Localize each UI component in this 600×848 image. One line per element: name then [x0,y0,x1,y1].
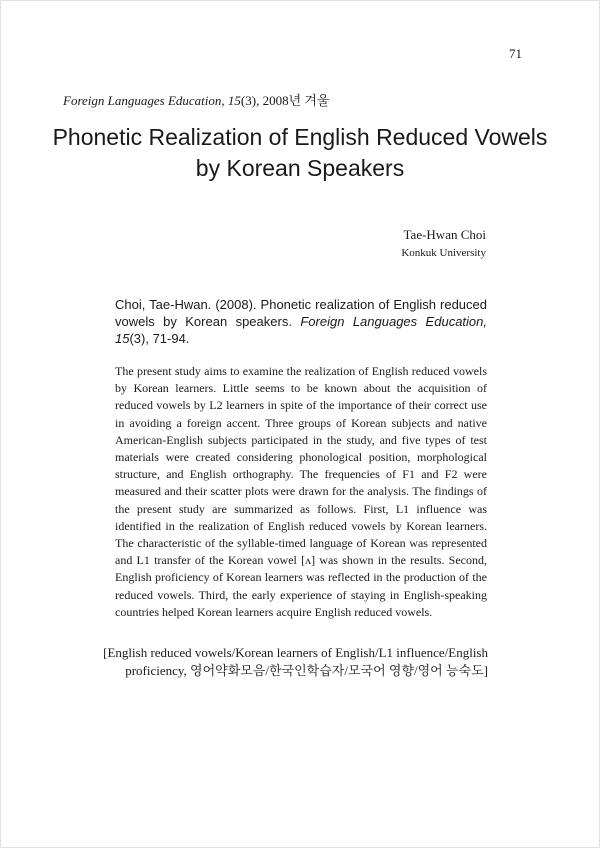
keywords: [English reduced vowels/Korean learners of English/L1 influence/English proficiency, 영어약화모음/한국인학습자/모국어 영향/영어 능숙도] [103,645,488,678]
article-title-line-1: Phonetic Realization of English Reduced Vowels [52,124,548,150]
citation-prefix: Choi, Tae-Hwan. (2008). Phonetic realization of English reduced vowels by Korean speakers. [115,297,487,329]
citation-suffix: (3), 71-94. [129,331,190,346]
journal-issue-year: (3), 2008년 겨울 [240,93,330,108]
citation [115,296,487,347]
citation-volume: 15 [115,331,130,346]
author-block [300,226,486,262]
journal-name: Foreign Languages Education, [63,93,225,108]
article-title [40,122,560,184]
author-affiliation: Konkuk University [401,247,486,259]
article-title-line-2: by Korean Speakers [195,155,405,181]
journal-volume: 15 [227,93,241,108]
page-number: 71 [509,46,522,61]
abstract: The present study aims to examine the realization of English reduced vowels by Korean learners. Little seems to be known about the acquisition of reduced vowels by L2 learners in spite of the importance of their correct use in avoiding a foreign accent. Three groups of Korean subjects and native American-English subjects participated in the study, and five types of test materials were created considering phonological position, morphological structure, and English orthography. The frequencies of F1 and F2 were measured and their scatter plots were drawn for the analysis. The findings of the present study are summarized as follows. First, L1 influence was identified in the realization of English reduced vowels by Korean learners. The characteristic of the syllable-timed language of Korean was represented and L1 transfer of the Korean vowel [ʌ] was shown in the results. Second, English proficiency of Korean learners was reflected in the production of the reduced vowels. Third, the early experience of staying in English-speaking countries helped Korean learners acquire English reduced vowels. [115,364,487,619]
citation-journal: Foreign Languages Education, [300,314,487,329]
journal-header [63,90,330,109]
author-name: Tae-Hwan Choi [403,227,486,242]
